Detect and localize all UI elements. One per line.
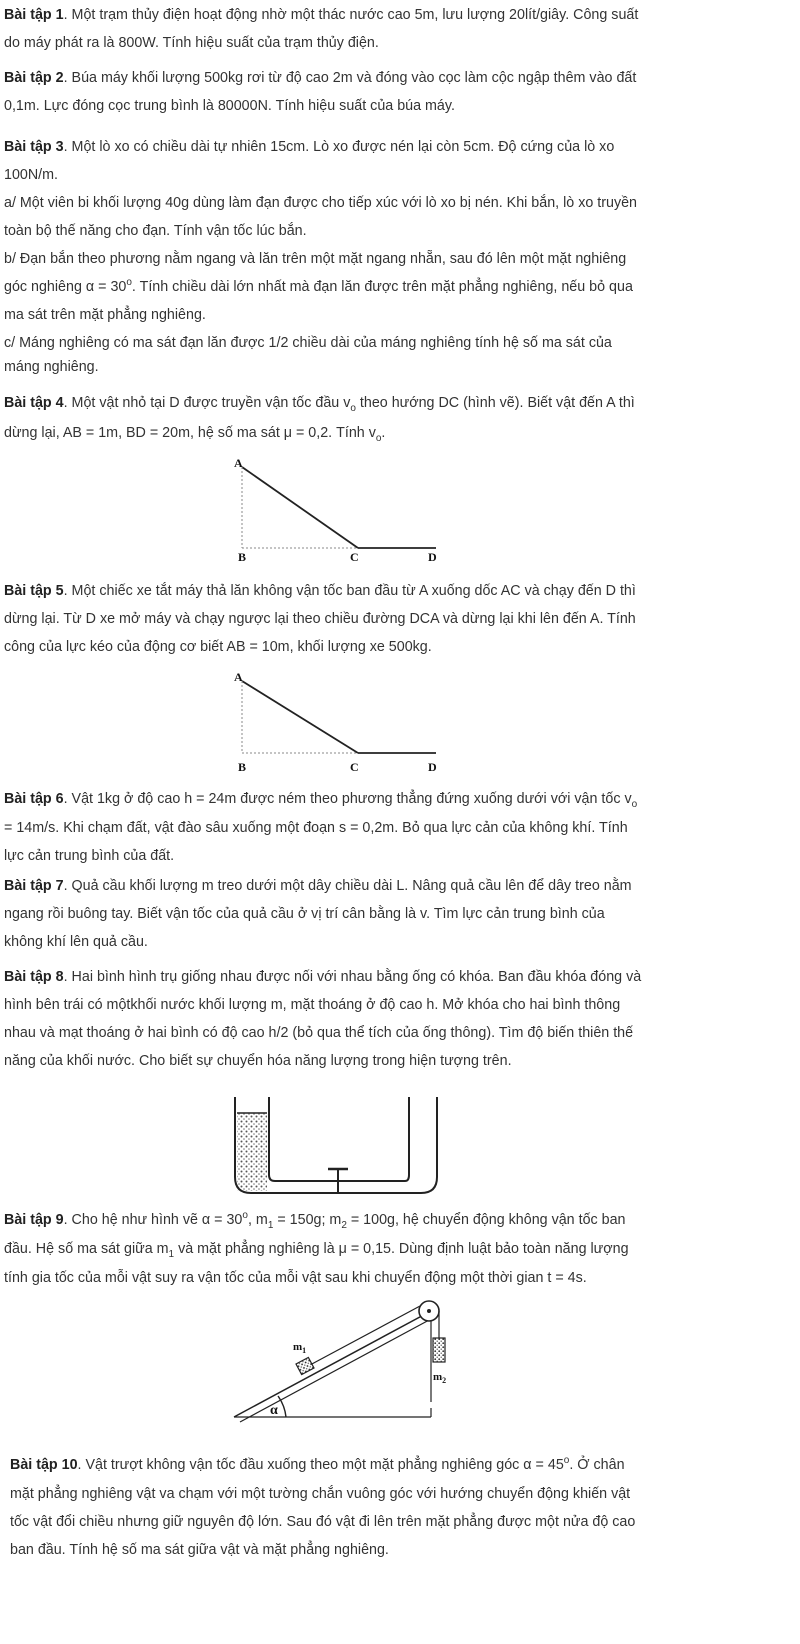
ex5-line2: dừng lại. Từ D xe mở máy và chạy ngược lại theo chiều đường DCA và dừng lại khi lên đến A. Tính xyxy=(4,611,636,627)
point-a-label: A xyxy=(234,670,243,684)
ex3-line8: c/ Máng nghiêng có ma sát đạn lăn được 1/2 chiều dài của máng nghiêng tính hệ số ma sát của xyxy=(4,335,612,351)
ex7-label: Bài tập 7 xyxy=(4,878,64,894)
ex10-line1: Bài tập 10. Vật trượt không vận tốc đầu xuống theo một mặt phẳng nghiêng góc $\alpha = 45^o$. Ở chân xyxy=(10,1455,625,1473)
block-m1 xyxy=(296,1357,314,1374)
point-d-label: D xyxy=(428,760,437,774)
ex6-line3: lực cản trung bình của đất. xyxy=(4,848,175,864)
ex10-line4: ban đầu. Tính hệ số ma sát giữa vật và mặt phẳng nghiêng. xyxy=(10,1542,389,1558)
point-d-label: D xyxy=(428,550,437,564)
m2-label: $m_2$ xyxy=(433,1371,447,1385)
ex2-label: Bài tập 2 xyxy=(4,70,64,86)
ex3-line9: máng nghiêng. xyxy=(4,359,99,375)
ex3-line7: ma sát trên mặt phẳng nghiêng. xyxy=(4,307,206,323)
ex3-line2: 100N/m. xyxy=(4,167,59,183)
connected-vessels-figure xyxy=(225,1095,450,1200)
ex3-line4: toàn bộ thế năng cho đạn. Tính vận tốc lúc bắn. xyxy=(4,223,307,239)
ex5-label: Bài tập 5 xyxy=(4,583,64,599)
ex2-line2: 0,1m. Lực đóng cọc trung bình là 80000N. Tính hiệu suất của búa máy. xyxy=(4,98,455,114)
ex3-line3: a/ Một viên bi khối lượng 40g dùng làm đạn được cho tiếp xúc với lò xo bị nén. Khi bắn, lò xo truyền xyxy=(4,195,638,211)
ex2-line1: Bài tập 2. Búa máy khối lượng 500kg rơi từ độ cao 2m và đóng vào cọc làm cộc ngập thêm vào đất xyxy=(4,70,637,86)
ex8-line4: năng của khối nước. Cho biết sự chuyển hóa năng lượng trong hiện tượng trên. xyxy=(4,1053,512,1069)
block-m2 xyxy=(433,1338,445,1362)
point-a-label: A xyxy=(234,456,243,470)
ex8-label: Bài tập 8 xyxy=(4,969,64,985)
angle-label: α xyxy=(270,1403,278,1418)
ex9-line2: đầu. Hệ số ma sát giữa $m_1$ và mặt phẳng nghiêng là μ = 0,15. Dùng định luật bảo toàn năng lượng xyxy=(4,1241,629,1260)
ex6-label: Bài tập 6 xyxy=(4,791,64,807)
ex10-line2: mặt phẳng nghiêng vật va chạm với một tường chắn vuông góc với hướng chuyển động khiến vật xyxy=(10,1486,631,1502)
ex5-line3: công của lực kéo của động cơ biết AB = 10m, khối lượng xe 500kg. xyxy=(4,639,432,655)
water-fill xyxy=(237,1113,267,1191)
ex7-line3: không khí lên quả cầu. xyxy=(4,934,148,950)
ex9-line3: tính gia tốc của mỗi vật suy ra vận tốc của mỗi vật sau khi chuyển động một thời gian t = 4s. xyxy=(4,1270,587,1286)
ex3-line6: góc nghiêng $\alpha = 30^o$. Tính chiều dài lớn nhất mà đạn lăn được trên mặt phẳng nghiêng, nếu bỏ qua xyxy=(4,277,633,295)
point-c-label: C xyxy=(350,550,359,564)
ex10-line3: tốc vật đổi chiều nhưng giữ nguyên độ lớn. Sau đó vật đi lên trên mặt phẳng được một nửa độ cao xyxy=(10,1514,636,1530)
m1-label: $m_1$ xyxy=(293,1341,307,1355)
ex7-line1: Bài tập 7. Quả cầu khối lượng m treo dưới một dây chiều dài L. Nâng quả cầu lên để dây treo nằm xyxy=(4,878,632,894)
ex3-line1: Bài tập 3. Một lò xo có chiều dài tự nhiên 15cm. Lò xo được nén lại còn 5cm. Độ cứng của lò xo xyxy=(4,139,615,155)
ex1-label: Bài tập 1 xyxy=(4,7,64,23)
ex7-line2: ngang rồi buông tay. Biết vận tốc của quả cầu ở vị trí cân bằng là v. Tìm lực cản trung bình của xyxy=(4,906,605,922)
ex3-line5: b/ Đạn bắn theo phương nằm ngang và lăn trên một mặt ngang nhẵn, sau đó lên một mặt nghiêng xyxy=(4,251,627,267)
slope-figure-1 xyxy=(228,455,448,565)
ex4-label: Bài tập 4 xyxy=(4,395,64,411)
ex8-line2: hình bên trái có mộtkhối nước khối lượng m, mặt thoáng ở độ cao h. Mở khóa cho hai bình thông xyxy=(4,997,621,1013)
ex10-label: Bài tập 10 xyxy=(10,1457,78,1473)
ex4-line2: dừng lại, AB = 1m, BD = 20m, hệ số ma sát μ = 0,2. Tính $v_o$. xyxy=(4,425,386,444)
incline-pulley-figure xyxy=(230,1298,450,1423)
point-c-label: C xyxy=(350,760,359,774)
ex9-label: Bài tập 9 xyxy=(4,1212,64,1228)
ex3-label: Bài tập 3 xyxy=(4,139,64,155)
ex9-line1: Bài tập 9. Cho hệ như hình vẽ $\alpha = 30^o$, $m_1 = 150g$; $m_2 = 100g$, hệ chuyển động không vận tốc ban xyxy=(4,1210,626,1231)
slope-figure-2 xyxy=(228,667,448,777)
ex5-line1: Bài tập 5. Một chiếc xe tắt máy thả lăn không vận tốc ban đầu từ A xuống dốc AC và chạy đến D thì xyxy=(4,583,636,599)
ex6-line1: Bài tập 6. Vật 1kg ở độ cao h = 24m được ném theo phương thẳng đứng xuống dưới với vận tốc $v_o$ xyxy=(4,791,638,810)
point-b-label: B xyxy=(238,760,247,774)
ex8-line1: Bài tập 8. Hai bình hình trụ giống nhau được nối với nhau bằng ống có khóa. Ban đầu khóa đóng và xyxy=(4,969,642,985)
string-to-m1 xyxy=(310,1306,420,1365)
ex4-line1: Bài tập 4. Một vật nhỏ tại D được truyền vận tốc đầu $v_o$ theo hướng DC (hình vẽ). Biết vật đến A thì xyxy=(4,395,635,414)
ex1-line2: do máy phát ra là 800W. Tính hiệu suất của trạm thủy điện. xyxy=(4,35,379,51)
point-b-label: B xyxy=(238,550,247,564)
ex6-line2: = 14m/s. Khi chạm đất, vật đào sâu xuống một đoạn s = 0,2m. Bỏ qua lực cản của không khí. Tính xyxy=(4,820,628,836)
table-gap xyxy=(418,1402,444,1408)
ex8-line3: nhau và mạt thoáng ở hai bình có độ cao h/2 (bỏ qua thể tích của ống thông). Tìm độ biến thiên thế xyxy=(4,1025,634,1041)
ex1-line1: Bài tập 1. Một trạm thủy điện hoạt động nhờ một thác nước cao 5m, lưu lượng 20lít/giây. Công suất xyxy=(4,7,639,23)
